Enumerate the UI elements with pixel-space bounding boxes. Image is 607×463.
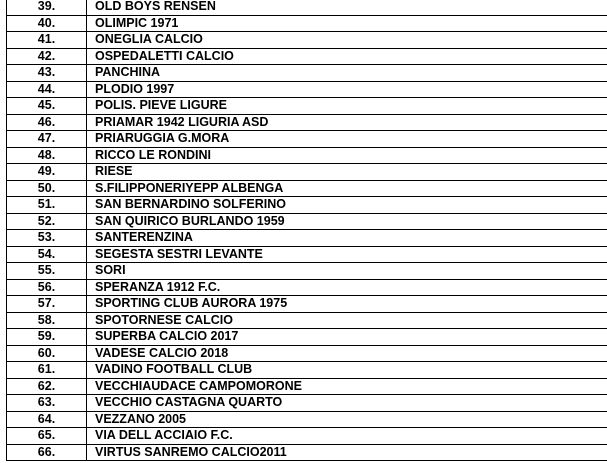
table-row [7,197,607,214]
row-number: 47. [7,131,87,148]
table-row [7,246,607,263]
table-row [7,378,607,395]
row-number: 56. [7,279,87,296]
table-row [7,230,607,247]
club-name: VIA DELL ACCIAIO F.C. [87,428,607,445]
table-row [7,164,607,181]
table-row [7,213,607,230]
club-name: SEGESTA SESTRI LEVANTE [87,246,607,263]
table-row [7,263,607,280]
row-number: 57. [7,296,87,313]
club-name: PLODIO 1997 [87,81,607,98]
table-row [7,114,607,131]
row-number: 48. [7,147,87,164]
club-name: SUPERBA CALCIO 2017 [87,329,607,346]
table-row [7,98,607,115]
table-row [7,32,607,49]
club-name: PANCHINA [87,65,607,82]
club-name: VEZZANO 2005 [87,411,607,428]
row-number: 41. [7,32,87,49]
row-number: 62. [7,378,87,395]
table-row [7,362,607,379]
table-row [7,279,607,296]
row-number: 45. [7,98,87,115]
table-row [7,395,607,412]
club-name: SORI [87,263,607,280]
table-row [7,131,607,148]
row-number: 42. [7,48,87,65]
table-row [7,444,607,461]
row-number: 65. [7,428,87,445]
row-number: 61. [7,362,87,379]
row-number: 44. [7,81,87,98]
club-name: VECCHIAUDACE CAMPOMORONE [87,378,607,395]
clubs-table [6,0,607,461]
club-name: SPERANZA 1912 F.C. [87,279,607,296]
table-row [7,147,607,164]
row-number: 43. [7,65,87,82]
table-row [7,0,607,15]
table-row [7,65,607,82]
club-name: PRIAMAR 1942 LIGURIA ASD [87,114,607,131]
club-name: OSPEDALETTI CALCIO [87,48,607,65]
club-name: SAN QUIRICO BURLANDO 1959 [87,213,607,230]
row-number: 51. [7,197,87,214]
club-name: PRIARUGGIA G.MORA [87,131,607,148]
club-name: SAN BERNARDINO SOLFERINO [87,197,607,214]
row-number: 53. [7,230,87,247]
row-number: 59. [7,329,87,346]
club-name: POLIS. PIEVE LIGURE [87,98,607,115]
table-row [7,329,607,346]
row-number: 52. [7,213,87,230]
club-name: SPORTING CLUB AURORA 1975 [87,296,607,313]
row-number: 50. [7,180,87,197]
table-row [7,180,607,197]
table-row [7,48,607,65]
row-number: 64. [7,411,87,428]
row-number: 46. [7,114,87,131]
row-number: 63. [7,395,87,412]
club-name: SPOTORNESE CALCIO [87,312,607,329]
row-number: 60. [7,345,87,362]
club-name: OLD BOYS RENSEN [87,0,607,15]
row-number: 66. [7,444,87,461]
club-name: VADESE CALCIO 2018 [87,345,607,362]
table-row [7,15,607,32]
row-number: 54. [7,246,87,263]
table-row [7,345,607,362]
table-row [7,296,607,313]
table-row [7,312,607,329]
club-name: S.FILIPPONERIYEPP ALBENGA [87,180,607,197]
club-name: SANTERENZINA [87,230,607,247]
club-name: RICCO LE RONDINI [87,147,607,164]
club-name: RIESE [87,164,607,181]
row-number: 58. [7,312,87,329]
club-name: VIRTUS SANREMO CALCIO2011 [87,444,607,461]
table-row [7,428,607,445]
club-name: OLIMPIC 1971 [87,15,607,32]
table-row [7,411,607,428]
club-name: VECCHIO CASTAGNA QUARTO [87,395,607,412]
row-number: 40. [7,15,87,32]
club-name: ONEGLIA CALCIO [87,32,607,49]
row-number: 39. [7,0,87,15]
club-name: VADINO FOOTBALL CLUB [87,362,607,379]
row-number: 55. [7,263,87,280]
clubs-table-body [7,0,607,461]
table-row [7,81,607,98]
row-number: 49. [7,164,87,181]
